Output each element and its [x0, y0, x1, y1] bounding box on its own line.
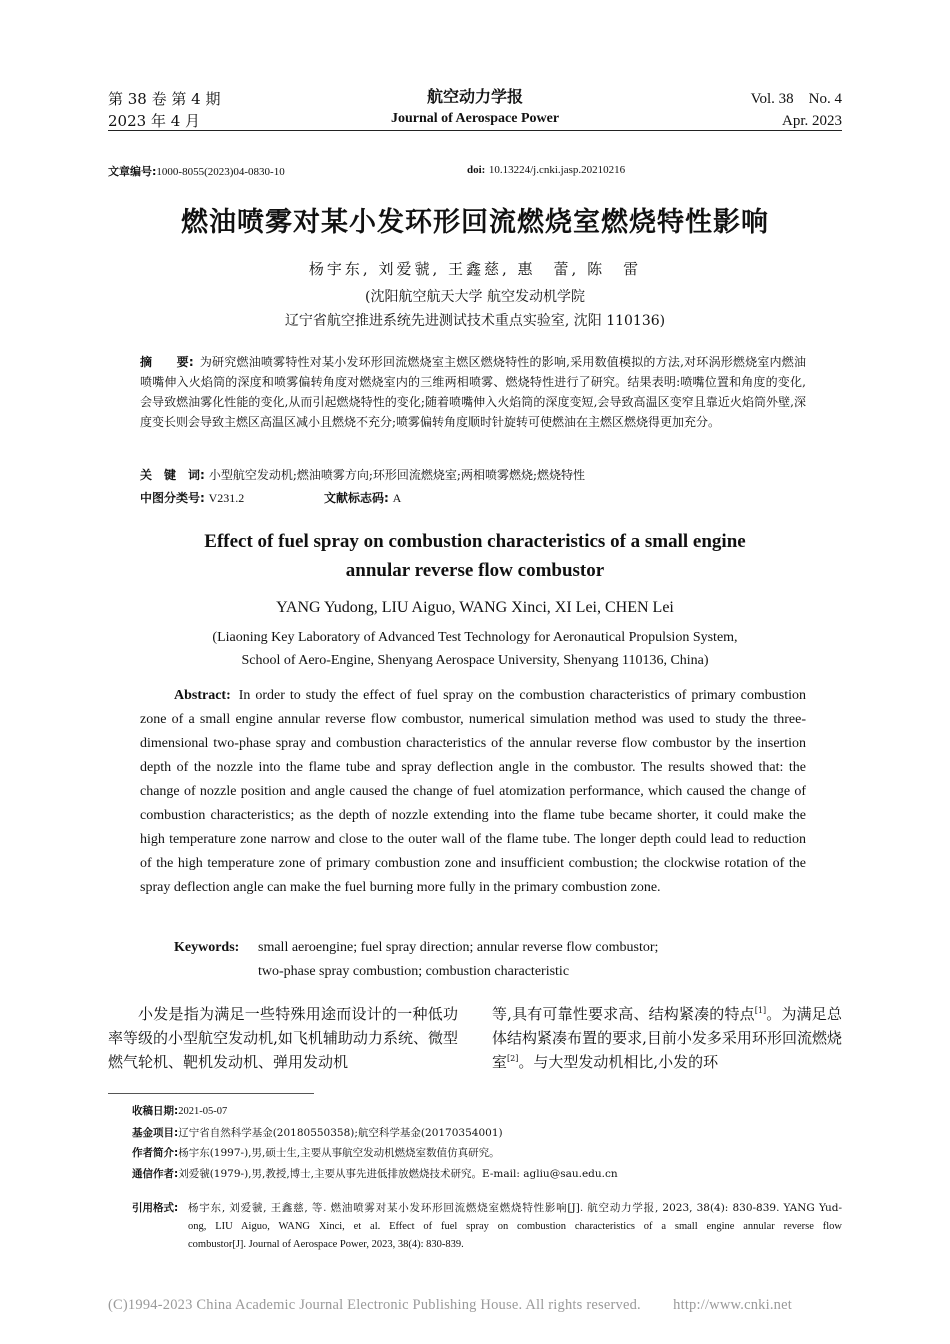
doi: [467, 163, 625, 176]
journal-title-en: Journal of Aerospace Power: [390, 111, 560, 126]
author-value: 杨宇东(1997-),男,硕士生,主要从事航空发动机燃烧室数值仿真研究。: [178, 1147, 500, 1159]
header-left-line1: 第 38 卷 第 4 期: [108, 90, 221, 108]
clc-value: V231.2: [208, 491, 245, 505]
affiliation-cn-line1: (沈阳航空航天大学 航空发动机学院: [365, 289, 585, 305]
affiliation-en-line1: (Liaoning Key Laboratory of Advanced Test Technology for Aeronautical Propulsion System,: [212, 630, 738, 645]
affiliation-en: [0, 626, 950, 672]
keywords-cn-text: 小型航空发动机;燃油喷雾方向;环形回流燃烧室;两相喷雾燃烧;燃烧特性: [208, 468, 585, 482]
note-received: [132, 1102, 842, 1122]
title-en-line1: Effect of fuel spray on combustion characteristics of a small engine: [204, 531, 746, 552]
cite-label: 引用格式:: [132, 1202, 179, 1214]
corr-value: 刘爱虢(1979-),男,教授,博士,主要从事先进低排放燃烧技术研究。E-mail: agliu@sau.edu.cn: [178, 1167, 618, 1180]
affiliation-en-line2: School of Aero-Engine, Shenyang Aerospace University, Shenyang 110136, China): [241, 653, 709, 668]
cite-line1: 杨宇东, 刘爱虢, 王鑫慈, 等. 燃油喷雾对某小发环形回流燃烧室燃烧特性影响[J]. 航空动力学报, 2023, 38(4): 830-839. YANG Yud-: [188, 1202, 842, 1214]
abstract-cn-text: 为研究燃油喷雾特性对某小发环形回流燃烧室主燃区燃烧特性的影响,采用数值模拟的方法,对环涡形燃烧室内燃油喷嘴伸入火焰筒的深度和喷雾偏转角度对燃烧室内的三维两相喷雾、燃烧特性进行了研究。结果表明:喷嘴位置和角度的变化,会导致燃油雾化性能的变化,从而引起燃烧特性的变化;随着喷嘴伸入火焰筒的深度变短,会导致高温区变窄且靠近火焰筒外壁,深度变长则会导致主燃区高温区减小且燃烧不充分;喷雾偏转角度顺时针旋转可使燃油在主燃区燃烧得更加充分。: [140, 355, 806, 429]
cite-line3: combustor[J]. Journal of Aerospace Power, 2023, 38(4): 830-839.: [188, 1239, 464, 1250]
note-fund: [132, 1124, 842, 1143]
header-right-line1: Vol. 38 No. 4: [750, 91, 842, 107]
article-number-value: 1000-8055(2023)04-0830-10: [156, 166, 285, 178]
body-column-left: [108, 1002, 458, 1074]
doc-label: 文献标志码:: [324, 491, 389, 505]
cnki-url[interactable]: http://www.cnki.net: [673, 1297, 792, 1313]
abstract-cn: [140, 352, 806, 432]
document-code: [324, 489, 401, 507]
clc-label: 中图分类号:: [140, 491, 205, 505]
classification-code: [140, 489, 244, 507]
journal-volume-en: [751, 88, 842, 132]
abstract-cn-label: 摘 要:: [140, 355, 194, 369]
keywords-en-label: Keywords:: [174, 940, 240, 955]
doi-label: doi:: [467, 164, 486, 176]
footnote-rule: [108, 1093, 314, 1094]
body-col1-text: 小发是指为满足一些特殊用途而设计的一种低功率等级的小型航空发动机,如飞机辅助动力系统、微型燃气轮机、靶机发动机、弹用发动机: [108, 1005, 458, 1071]
affiliation-cn-line2: 辽宁省航空推进系统先进测试技术重点实验室, 沈阳 110136): [284, 313, 666, 329]
received-value: 2021-05-07: [178, 1106, 228, 1117]
fund-value: 辽宁省自然科学基金(20180550358);航空科学基金(20170354001): [178, 1126, 503, 1139]
ref-1[interactable]: [1]: [754, 1006, 767, 1015]
abstract-en-text: In order to study the effect of fuel spray on the combustion characteristics of primary combustion zone of a small engine annular reverse flow combustor, numerical simulation method was used to study the three-dimensional two-phase spray and combustion characteristics of the annular reverse flow combustor by the insertion depth of the nozzle into the flame tube and spray deflection angle in the combustor. The results showed that: the change of nozzle position and angle caused the change of fuel atomization performance, which caused the change of combustion characteristics; as the depth of nozzle extending into the flame tube became shorter, it could make the high temperature zone narrow and close to the outer wall of the flame tube. The longer depth could lead to reduction of the high temperature zone of primary combustion zone and insufficient combustion; the clockwise rotation of the spray deflection angle can make the fuel burning more fully in the primary combustion zone.: [140, 688, 806, 895]
abstract-en: [140, 684, 806, 900]
authors-cn: 杨宇东, 刘爱虢, 王鑫慈, 惠 蕾, 陈 雷: [308, 260, 642, 278]
doi-value: 10.13224/j.cnki.jasp.20210216: [488, 164, 626, 176]
copyright-footer: (C)1994-2023 China Academic Journal Electronic Publishing House. All rights reserved.: [108, 1297, 641, 1313]
title-en-line2: annular reverse flow combustor: [345, 560, 605, 581]
article-number: [108, 163, 285, 179]
keywords-en: [174, 936, 658, 984]
note-corresponding: [132, 1165, 842, 1184]
authors-en: YANG Yudong, LIU Aiguo, WANG Xinci, XI Lei, CHEN Lei: [276, 599, 674, 616]
author-label: 作者简介:: [132, 1147, 179, 1159]
keywords-cn-label: 关 键 词:: [140, 468, 205, 482]
header-rule: [108, 130, 842, 131]
title-cn: 燃油喷雾对某小发环形回流燃烧室燃烧特性影响: [181, 207, 769, 238]
abstract-en-label: Abstract:: [174, 688, 231, 703]
body-col2-text-c: 。与大型发动机相比,小发的环: [518, 1053, 719, 1071]
article-number-label: 文章编号:: [108, 165, 157, 178]
body-col2-text-b: 。为满足总体结构紧凑布置的要求,目前小发多采用环形回流燃烧室: [492, 1005, 842, 1071]
keywords-en-line2: two-phase spray combustion; combustion characteristic: [258, 964, 570, 979]
journal-title-cn: 航空动力学报: [426, 87, 523, 106]
note-author: [132, 1144, 842, 1163]
cite-line2: ong, LIU Aiguo, WANG Xinci, et al. Effect of fuel spray on combustion characteristics of a small engine annular reverse flow: [188, 1220, 842, 1232]
received-label: 收稿日期:: [132, 1105, 179, 1117]
title-en: [0, 527, 950, 585]
keywords-cn: [140, 466, 585, 484]
fund-label: 基金项目:: [132, 1126, 179, 1139]
body-column-right: [492, 1002, 842, 1074]
footnotes: [132, 1102, 842, 1183]
header-right-line2: Apr. 2023: [782, 113, 842, 129]
keywords-en-line1: small aeroengine; fuel spray direction; annular reverse flow combustor;: [258, 940, 659, 955]
header-left-line2: 2023 年 4 月: [108, 112, 201, 130]
affiliation-cn: [0, 285, 950, 333]
ref-2[interactable]: [2]: [507, 1054, 519, 1063]
doc-value: A: [392, 491, 402, 505]
body-col2-text-a: 等,具有可靠性要求高、结构紧凑的特点: [492, 1005, 755, 1023]
corr-label: 通信作者:: [132, 1167, 179, 1180]
citation: [132, 1199, 842, 1255]
